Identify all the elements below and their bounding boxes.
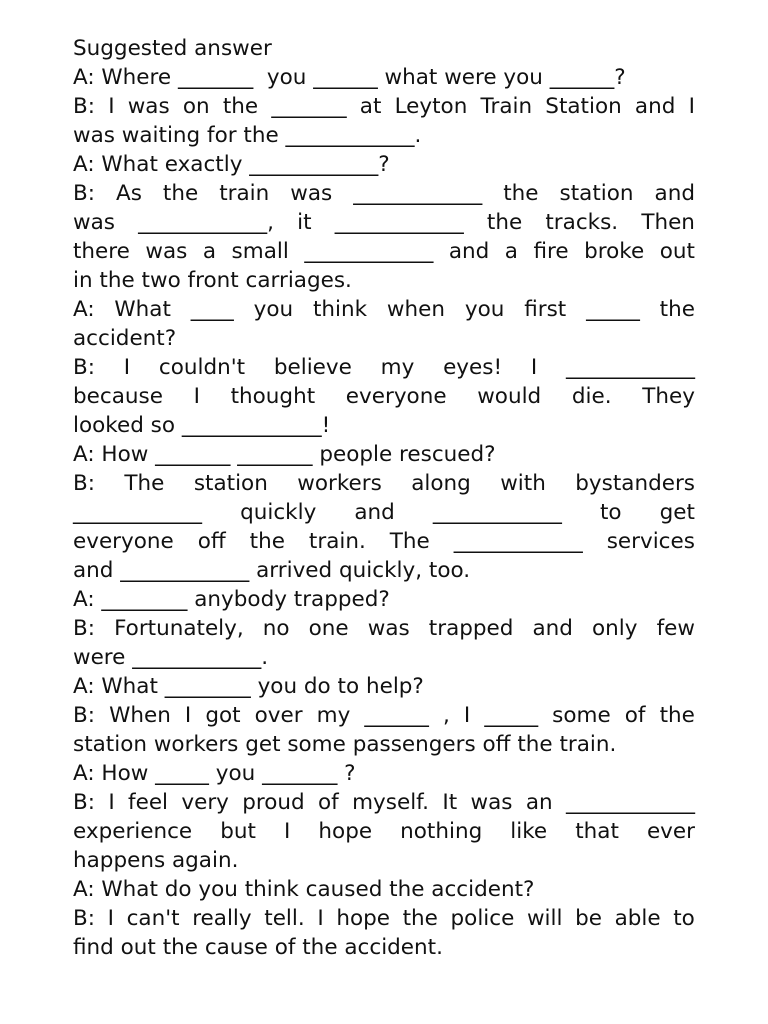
dialogue-line: because I thought everyone would die. They xyxy=(73,384,695,409)
dialogue-line: A: What do you think caused the accident? xyxy=(73,877,535,902)
dialogue-line: looked so _____________! xyxy=(73,413,331,438)
dialogue-line: A: What ____ you think when you first _____ the xyxy=(73,297,695,322)
dialogue-line: accident? xyxy=(73,326,177,351)
dialogue-line: A: How _____ you _______ ? xyxy=(73,761,356,786)
dialogue-line: A: What ________ you do to help? xyxy=(73,674,424,699)
dialogue-line: B: I feel very proud of myself. It was an ____________ xyxy=(73,790,695,815)
dialogue-line: B: The station workers along with bystanders xyxy=(73,471,695,496)
dialogue-line: B: Fortunately, no one was trapped and only few xyxy=(73,616,695,641)
dialogue-line: A: What exactly ____________? xyxy=(73,152,390,177)
dialogue-line: was waiting for the ____________. xyxy=(73,123,422,148)
dialogue-line: B: When I got over my ______ , I _____ some of the xyxy=(73,703,695,728)
dialogue-text xyxy=(73,63,695,962)
dialogue-line: find out the cause of the accident. xyxy=(73,935,443,960)
dialogue-line: in the two front carriages. xyxy=(73,268,352,293)
dialogue-line: B: As the train was ____________ the station and xyxy=(73,181,695,206)
dialogue-line: B: I was on the _______ at Leyton Train Station and I xyxy=(73,94,695,119)
dialogue-line: happens again. xyxy=(73,848,239,873)
dialogue-line: A: ________ anybody trapped? xyxy=(73,587,390,612)
dialogue-line: everyone off the train. The ____________ services xyxy=(73,529,695,554)
worksheet-page xyxy=(73,34,695,962)
document-title: Suggested answer xyxy=(73,36,272,61)
dialogue-line: A: How _______ _______ people rescued? xyxy=(73,442,496,467)
dialogue-line: were ____________. xyxy=(73,645,269,670)
dialogue-line: and ____________ arrived quickly, too. xyxy=(73,558,471,583)
dialogue-line: A: Where _______ you ______ what were you ______? xyxy=(73,65,626,90)
dialogue-line: ____________ quickly and ____________ to get xyxy=(73,500,695,525)
dialogue-line: experience but I hope nothing like that ever xyxy=(73,819,695,844)
dialogue-line: B: I couldn't believe my eyes! I ____________ xyxy=(73,355,695,380)
dialogue-line: was ____________, it ____________ the tracks. Then xyxy=(73,210,695,235)
dialogue-line: B: I can't really tell. I hope the police will be able to xyxy=(73,906,695,931)
dialogue-line: there was a small ____________ and a fire broke out xyxy=(73,239,695,264)
dialogue-line: station workers get some passengers off the train. xyxy=(73,732,617,757)
